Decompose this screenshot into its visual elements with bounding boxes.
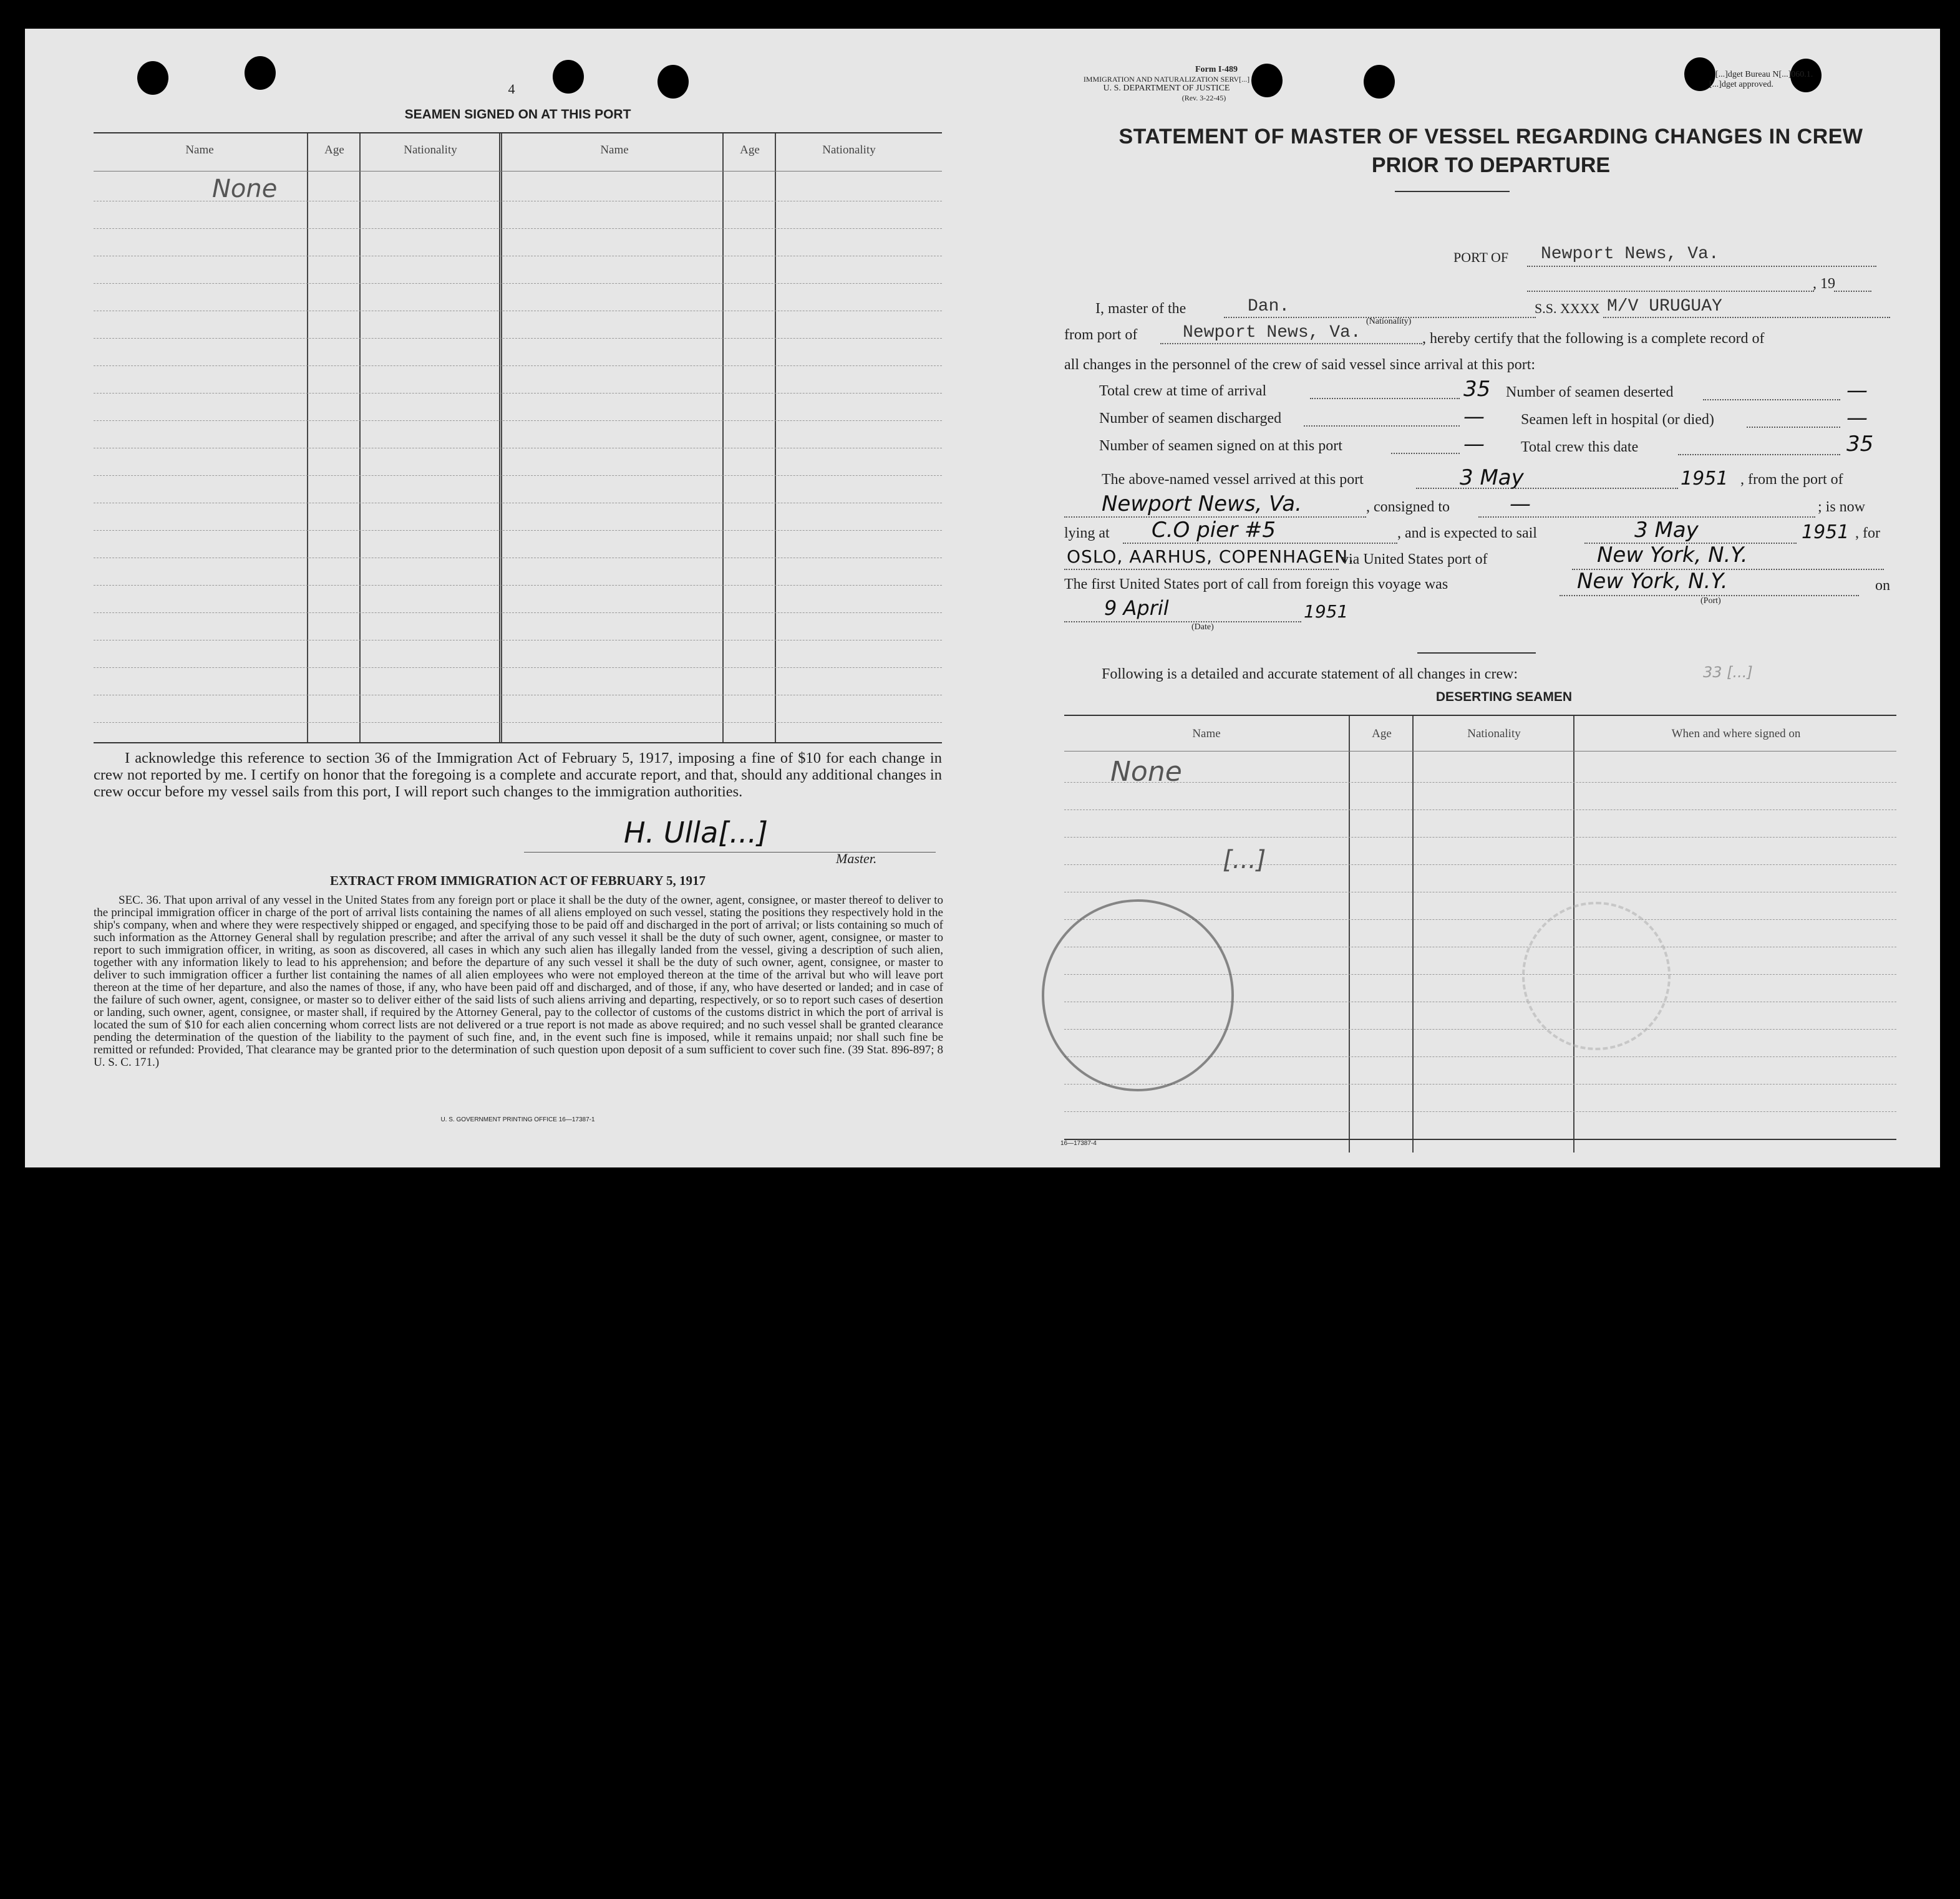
for-label: , for bbox=[1855, 525, 1880, 541]
left-col-age: Age bbox=[324, 143, 344, 157]
deserted-label: Number of seamen deserted bbox=[1506, 384, 1674, 400]
budget-bureau: [...]dget Bureau N[...]060.1. bbox=[1715, 70, 1813, 79]
statement-title-line1: STATEMENT OF MASTER OF VESSEL REGARDING CHANGES IN CREW bbox=[1118, 125, 1863, 148]
from-port-of-label: , from the port of bbox=[1740, 471, 1843, 488]
destination-value: OSLO, AARHUS, COPENHAGEN. bbox=[1067, 546, 1354, 567]
page-number: 4 bbox=[508, 81, 515, 97]
right-table-bottom-rule bbox=[1064, 1139, 1896, 1140]
dots bbox=[1678, 454, 1840, 455]
right-col-when-where: When and where signed on bbox=[1671, 727, 1801, 740]
expected-sail-label: , and is expected to sail bbox=[1397, 525, 1537, 541]
punch-hole bbox=[137, 61, 168, 95]
left-row-line bbox=[94, 475, 942, 476]
from-port-line bbox=[1160, 343, 1422, 344]
signed-on-value: — bbox=[1463, 432, 1485, 457]
left-row-line bbox=[94, 393, 942, 394]
statement-title-line2: PRIOR TO DEPARTURE bbox=[1371, 153, 1611, 177]
deserted-value: — bbox=[1846, 378, 1868, 403]
expected-sail-value: 3 May bbox=[1634, 518, 1699, 543]
left-table-header-rule bbox=[94, 171, 942, 172]
vessel-line bbox=[1603, 317, 1890, 318]
dots bbox=[1310, 398, 1460, 399]
form-code: 16—17387-4 bbox=[1060, 1140, 1097, 1147]
arrived-label: The above-named vessel arrived at this port bbox=[1102, 471, 1364, 488]
first-date-value: 9 April bbox=[1104, 596, 1169, 620]
form-number: Form I-489 bbox=[1195, 65, 1238, 74]
form-rev: (Rev. 3-22-45) bbox=[1181, 94, 1226, 102]
acknowledgment-text: I acknowledge this reference to section 36 of the Immigration Act of February 5, 1917, imposing a fine of $10 for each change in crew not reported by me. I certify on honor that the foregoing is a complete and accurate report, and that, should any additional changes in crew occur before my vessel sails from this port, I will report such changes to the immigration authorities. bbox=[94, 750, 942, 800]
left-row-line bbox=[94, 228, 942, 229]
left-row-line bbox=[94, 365, 942, 366]
dots bbox=[1747, 427, 1840, 428]
following-label: Following is a detailed and accurate statement of all changes in crew: bbox=[1102, 666, 1518, 682]
total-crew-arrival-label: Total crew at time of arrival bbox=[1099, 383, 1267, 399]
immigration-stamp bbox=[1042, 899, 1234, 1091]
arrived-year: 1951 bbox=[1681, 468, 1729, 490]
section-divider bbox=[1417, 652, 1536, 654]
left-row-line bbox=[94, 667, 942, 668]
form-dept: U. S. DEPARTMENT OF JUSTICE bbox=[1103, 84, 1230, 93]
printer-line: U. S. GOVERNMENT PRINTING OFFICE 16—17387-1 bbox=[440, 1116, 595, 1123]
sail-year: 1951 bbox=[1802, 521, 1850, 543]
left-title: SEAMEN SIGNED ON AT THIS PORT bbox=[404, 107, 631, 122]
left-entry-name: None bbox=[212, 175, 278, 203]
right-row-line bbox=[1064, 809, 1896, 810]
right-row-line bbox=[1064, 837, 1896, 838]
master-label: Master. bbox=[836, 851, 877, 866]
master-signature: H. Ulla[...] bbox=[624, 816, 769, 849]
discharged-value: — bbox=[1463, 404, 1485, 429]
left-row-line bbox=[94, 722, 942, 723]
destination-line bbox=[1064, 569, 1339, 570]
budget-approved: [...]dget approved. bbox=[1709, 80, 1774, 89]
officer-initial: [...] bbox=[1223, 846, 1266, 874]
on-label: on bbox=[1875, 577, 1890, 594]
right-entry-name: None bbox=[1110, 756, 1182, 788]
first-date-year: 1951 bbox=[1304, 601, 1349, 622]
left-table-col-rule bbox=[307, 133, 308, 742]
following-note: 33 [...] bbox=[1703, 664, 1753, 681]
dots bbox=[1304, 425, 1460, 427]
port-of-value: Newport News, Va. bbox=[1541, 244, 1719, 264]
consigned-value: — bbox=[1510, 491, 1531, 516]
right-col-nationality: Nationality bbox=[1467, 727, 1521, 740]
first-port-label: The first United States port of call from foreign this voyage was bbox=[1064, 576, 1448, 592]
deserting-title: DESERTING SEAMEN bbox=[1435, 690, 1573, 704]
left-table-col-rule bbox=[722, 133, 724, 742]
left-table-col-rule bbox=[359, 133, 361, 742]
date-caption: (Date) bbox=[1191, 622, 1214, 632]
document-paper bbox=[25, 29, 1940, 1167]
total-crew-date-value: 35 bbox=[1846, 432, 1874, 457]
left-row-line bbox=[94, 283, 942, 284]
left-col-nationality-2: Nationality bbox=[822, 143, 876, 157]
hospital-label: Seamen left in hospital (or died) bbox=[1521, 412, 1714, 428]
lying-at-value: C.O pier #5 bbox=[1152, 518, 1276, 543]
dots bbox=[1391, 453, 1460, 454]
hospital-value: — bbox=[1846, 405, 1868, 430]
first-port-value: New York, N.Y. bbox=[1577, 569, 1728, 594]
via-label: via United States port of bbox=[1341, 551, 1488, 568]
year-prefix: , 19 bbox=[1813, 276, 1835, 292]
total-crew-arrival-value: 35 bbox=[1463, 377, 1491, 402]
via-value: New York, N.Y. bbox=[1597, 543, 1748, 568]
right-col-name: Name bbox=[1192, 727, 1221, 740]
date-line bbox=[1527, 291, 1814, 292]
extract-text: SEC. 36. That upon arrival of any vessel in the United States from any foreign port or place it shall be the duty of the owner, agent, consignee, or master thereof to deliver to the principal immigration officer in charge of the port of arrival lists containing the names of all aliens employed on such vessel, stating the positions they respectively hold in the ship's company, when and where they were respectively shipped or engaged, and specifying those to be paid off and discharged in the port of arrival; or lists containing so much of such information as the Attorney General shall by regulation prescribe; and after the arrival of any such vessel it shall be the duty of such owner, agent, consignee, or master to report to such immigration officer, in writing, as soon as discovered, all cases in which any such alien has illegally landed from the vessel, giving a description of such alien, together with any information likely to lead to his apprehension; and before the departure of any such vessel it shall be the duty of such owner, agent, consignee, or master to deliver to such immigration officer a further list containing the names of all alien employees who were not employed thereon at the time of the arrival but who will leave port thereon at the time of her departure, and also the names of those, if any, who have been paid off and discharged, and of those, if any, who have deserted or landed; and in case of the failure of such owner, agent, consignee, or master so to deliver either of the said lists of such aliens arriving and departing, respectively, or so to report such cases of desertion or landing, such owner, agent, consignee, or master shall, if required by the Attorney General, pay to the collector of customs of the customs district in which the port of arrival is located the sum of $10 for each alien concerning whom correct lists are not delivered or a true report is not made as above required; and no such vessel shall be granted clearance pending the determination of the question of the liability to the payment of such fine, and, in the event such fine is imposed, while it remains unpaid; nor shall such fine be remitted or refunded: Provided, That clearance may be granted prior to the determination of such question upon deposit of a sum sufficient to cover such fine. (39 Stat. 896-897; 8 U. S. C. 171.) bbox=[94, 894, 943, 1069]
signed-on-label: Number of seamen signed on at this port bbox=[1099, 438, 1342, 454]
left-col-age-2: Age bbox=[740, 143, 760, 157]
right-row-line bbox=[1064, 782, 1896, 783]
right-row-line bbox=[1064, 1084, 1896, 1085]
extract-title: EXTRACT FROM IMMIGRATION ACT OF FEBRUARY 5, 1917 bbox=[329, 873, 706, 888]
certify-text: , hereby certify that the following is a complete record of bbox=[1422, 331, 1765, 347]
immigration-stamp-faint bbox=[1522, 902, 1671, 1050]
left-row-line bbox=[94, 338, 942, 339]
left-col-name: Name bbox=[185, 143, 214, 157]
first-date-line bbox=[1064, 621, 1301, 622]
nationality-caption: (Nationality) bbox=[1366, 317, 1412, 326]
form-agency: IMMIGRATION AND NATURALIZATION SERV[...] bbox=[1083, 75, 1250, 84]
left-table-top-rule bbox=[94, 132, 942, 133]
consigned-label: , consigned to bbox=[1366, 499, 1450, 515]
left-table-bottom-rule bbox=[94, 742, 942, 743]
left-table-col-rule bbox=[499, 133, 502, 742]
left-row-line bbox=[94, 420, 942, 421]
master-of-label: I, master of the bbox=[1095, 301, 1186, 317]
right-table-col-rule bbox=[1349, 716, 1350, 1152]
punch-hole bbox=[657, 65, 689, 99]
port-of-label: PORT OF bbox=[1453, 249, 1509, 265]
left-table-col-rule bbox=[775, 133, 776, 742]
port-of-line bbox=[1527, 266, 1876, 267]
all-changes-text: all changes in the personnel of the crew of said vessel since arrival at this port: bbox=[1064, 357, 1536, 373]
total-crew-date-label: Total crew this date bbox=[1521, 439, 1639, 455]
from-port-of-value: Newport News, Va. bbox=[1102, 491, 1302, 516]
right-table-col-rule bbox=[1412, 716, 1414, 1152]
left-row-line bbox=[94, 585, 942, 586]
right-row-line bbox=[1064, 864, 1896, 865]
vessel-value: M/V URUGUAY bbox=[1607, 297, 1722, 316]
punch-hole bbox=[1364, 65, 1395, 99]
nationality-value: Dan. bbox=[1248, 297, 1290, 316]
left-col-nationality: Nationality bbox=[404, 143, 457, 157]
right-col-age: Age bbox=[1372, 727, 1392, 740]
left-row-line bbox=[94, 612, 942, 613]
arrived-line bbox=[1416, 488, 1678, 489]
port-caption: (Port) bbox=[1700, 596, 1721, 606]
lying-at-label: lying at bbox=[1064, 525, 1110, 541]
from-port-label: from port of bbox=[1064, 327, 1138, 343]
punch-hole bbox=[553, 60, 584, 94]
left-col-name-2: Name bbox=[600, 143, 629, 157]
title-underline bbox=[1395, 191, 1510, 192]
lying-at-line bbox=[1123, 543, 1397, 544]
arrived-value: 3 May bbox=[1460, 465, 1524, 490]
right-row-line bbox=[1064, 1111, 1896, 1112]
from-port-value: Newport News, Va. bbox=[1183, 323, 1361, 342]
left-row-line bbox=[94, 530, 942, 531]
dots bbox=[1703, 399, 1840, 400]
discharged-label: Number of seamen discharged bbox=[1099, 410, 1282, 427]
ss-struck: S.S. XXXX bbox=[1535, 301, 1600, 316]
is-now-label: ; is now bbox=[1818, 499, 1866, 515]
year-line bbox=[1834, 291, 1871, 292]
punch-hole bbox=[245, 56, 276, 90]
right-table-top-rule bbox=[1064, 715, 1896, 716]
